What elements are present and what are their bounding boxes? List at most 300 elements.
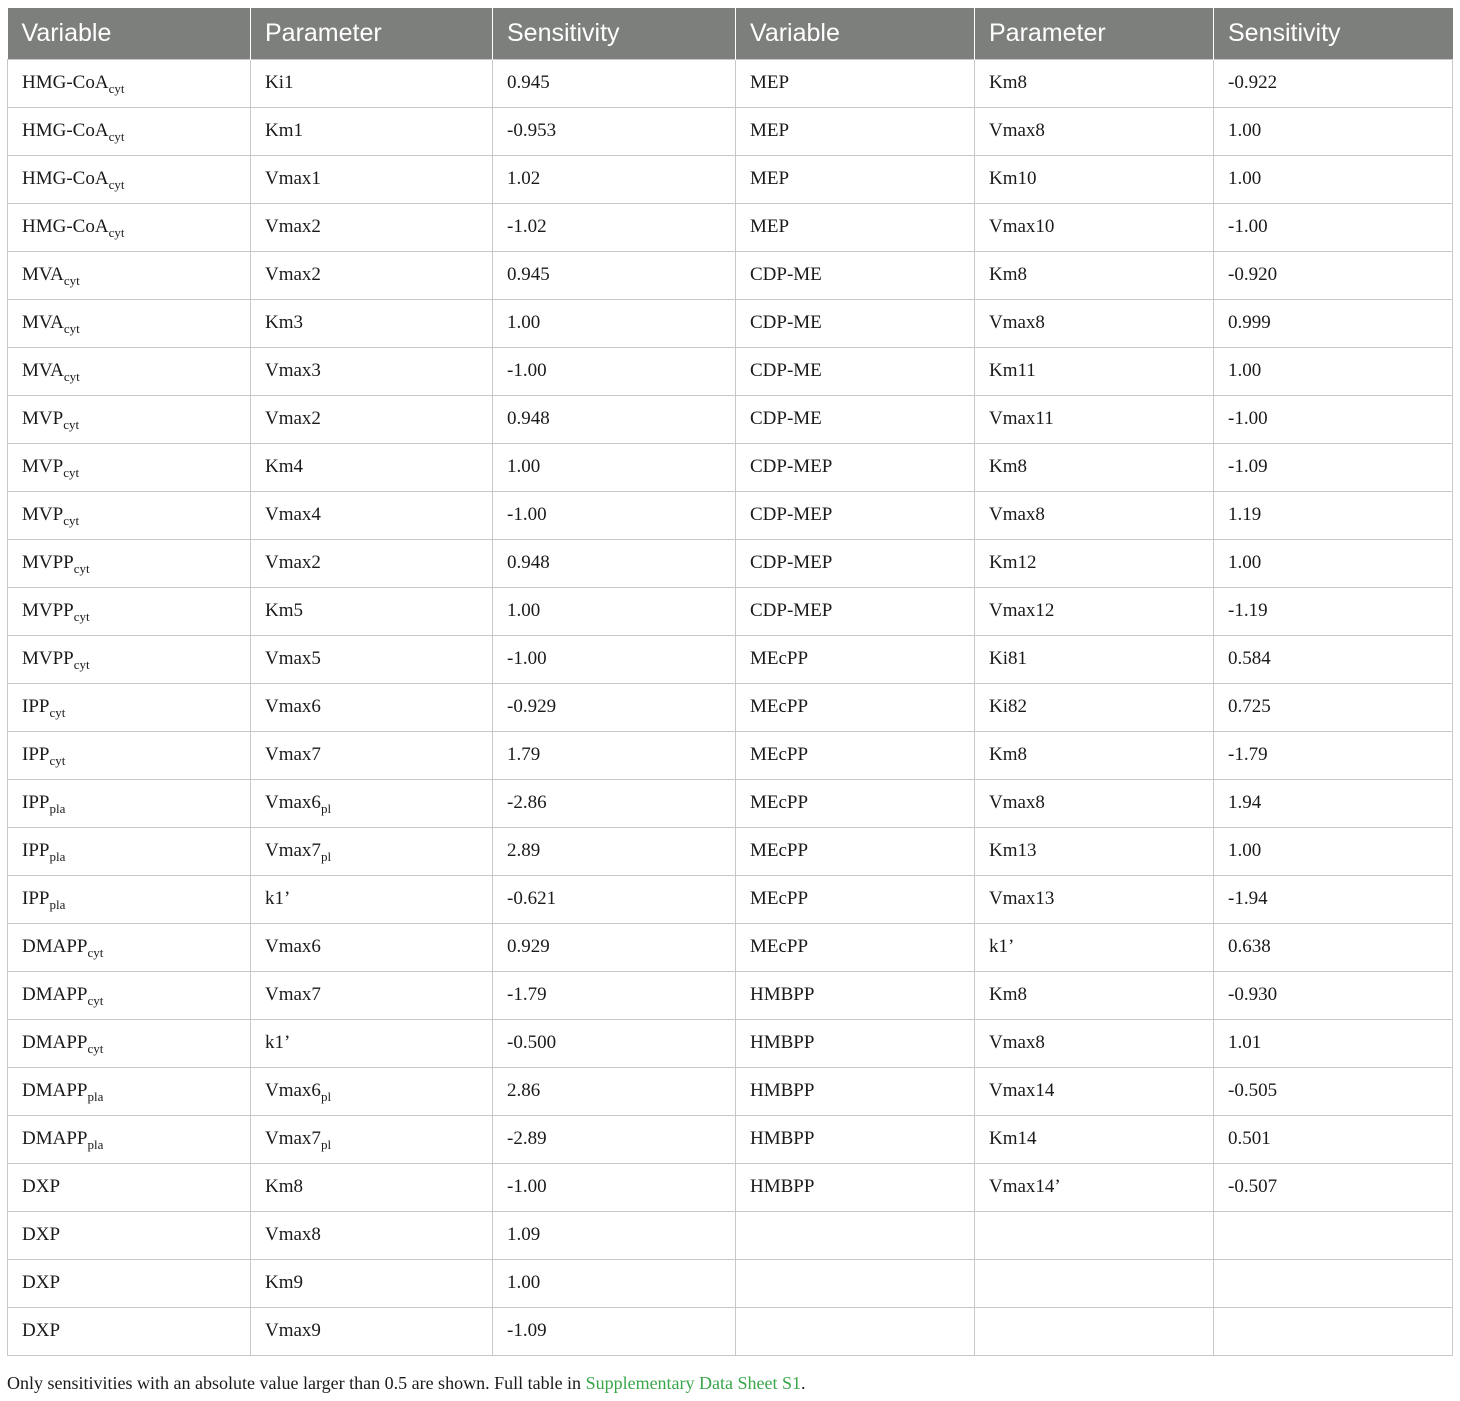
cell-text: CDP-ME (750, 408, 822, 429)
cell-text: Vmax8 (989, 1032, 1045, 1053)
cell-parameter-left (251, 1259, 493, 1307)
cell-variable-left (8, 395, 251, 443)
cell-parameter-right (975, 971, 1214, 1019)
cell-variable-right (736, 395, 975, 443)
cell-text: Km5 (265, 600, 303, 621)
table-row (8, 1163, 1453, 1211)
cell-subscript: cyt (87, 993, 104, 1008)
cell-text: IPP (22, 840, 50, 861)
cell-text: MVA (22, 360, 64, 381)
cell-parameter-left (251, 395, 493, 443)
cell-sensitivity-right: -1.19 (1214, 587, 1453, 635)
table-row (8, 587, 1453, 635)
cell-text: Km9 (265, 1272, 303, 1293)
cell-text: Vmax14 (989, 1080, 1055, 1101)
cell-parameter-left (251, 731, 493, 779)
cell-parameter-right (975, 395, 1214, 443)
table-row (8, 1067, 1453, 1115)
cell-sensitivity-left: 0.948 (493, 395, 736, 443)
cell-variable-right (736, 1067, 975, 1115)
cell-text: Km8 (989, 744, 1027, 765)
cell-variable-left (8, 923, 251, 971)
cell-text: Vmax9 (265, 1320, 321, 1341)
cell-text: MEcPP (750, 840, 809, 861)
cell-variable-left (8, 875, 251, 923)
cell-variable-right (736, 587, 975, 635)
cell-text: Km11 (989, 360, 1036, 381)
table-row (8, 1115, 1453, 1163)
cell-parameter-right (975, 203, 1214, 251)
cell-parameter-right (975, 875, 1214, 923)
cell-sensitivity-left: -1.00 (493, 1163, 736, 1211)
cell-variable-left (8, 1259, 251, 1307)
cell-text: Vmax1 (265, 168, 321, 189)
cell-text: DMAPP (22, 984, 88, 1005)
cell-parameter-right (975, 251, 1214, 299)
cell-parameter-left (251, 347, 493, 395)
cell-text: HMG-CoA (22, 168, 109, 189)
cell-variable-left (8, 587, 251, 635)
cell-text: Vmax8 (989, 312, 1045, 333)
cell-variable-right (736, 1019, 975, 1067)
cell-sensitivity-left: 1.09 (493, 1211, 736, 1259)
cell-text: CDP-MEP (750, 600, 833, 621)
cell-text: DXP (22, 1272, 61, 1293)
table-row (8, 443, 1453, 491)
cell-text: MEcPP (750, 888, 809, 909)
cell-subscript: cyt (63, 417, 80, 432)
cell-text: MVPP (22, 552, 74, 573)
cell-text: Vmax3 (265, 360, 321, 381)
cell-subscript: cyt (87, 945, 104, 960)
cell-text: MEcPP (750, 936, 809, 957)
cell-sensitivity-left: -1.09 (493, 1307, 736, 1355)
cell-text: HMG-CoA (22, 120, 109, 141)
cell-parameter-right (975, 827, 1214, 875)
table-row (8, 923, 1453, 971)
cell-variable-right (736, 827, 975, 875)
cell-text: Vmax14’ (989, 1176, 1061, 1197)
cell-sensitivity-right (1214, 1307, 1453, 1355)
cell-sensitivity-right: 1.19 (1214, 491, 1453, 539)
cell-parameter-right (975, 587, 1214, 635)
cell-parameter-right (975, 731, 1214, 779)
cell-parameter-left (251, 59, 493, 107)
cell-sensitivity-left: -1.00 (493, 347, 736, 395)
cell-parameter-right (975, 635, 1214, 683)
cell-variable-right (736, 299, 975, 347)
table-row (8, 203, 1453, 251)
cell-sensitivity-left: 1.00 (493, 1259, 736, 1307)
cell-text: Vmax2 (265, 264, 321, 285)
cell-sensitivity-right: 0.584 (1214, 635, 1453, 683)
cell-subscript: cyt (63, 273, 80, 288)
cell-variable-right (736, 1307, 975, 1355)
cell-text: HMG-CoA (22, 72, 109, 93)
cell-subscript: pl (320, 801, 332, 816)
cell-variable-left (8, 1307, 251, 1355)
cell-variable-left (8, 971, 251, 1019)
table-row (8, 1259, 1453, 1307)
header-parameter-right: Parameter (975, 8, 1214, 59)
cell-text: Ki82 (989, 696, 1027, 717)
cell-text: MVPP (22, 600, 74, 621)
cell-variable-right (736, 155, 975, 203)
table-row (8, 395, 1453, 443)
cell-text: MEcPP (750, 792, 809, 813)
cell-sensitivity-left: -1.02 (493, 203, 736, 251)
cell-variable-left (8, 155, 251, 203)
cell-sensitivity-left: -2.86 (493, 779, 736, 827)
cell-variable-right (736, 923, 975, 971)
footnote-text: Only sensitivities with an absolute value larger than 0.5 are shown. Full table in (7, 1373, 586, 1393)
cell-variable-left (8, 347, 251, 395)
cell-text: IPP (22, 792, 50, 813)
cell-parameter-left (251, 155, 493, 203)
cell-text: k1’ (989, 936, 1015, 957)
cell-variable-left (8, 683, 251, 731)
cell-variable-left (8, 1067, 251, 1115)
cell-subscript: pla (49, 897, 66, 912)
supplementary-data-link[interactable]: Supplementary Data Sheet S1 (585, 1373, 802, 1393)
cell-text: DXP (22, 1176, 61, 1197)
table-row (8, 59, 1453, 107)
header-variable-left: Variable (8, 8, 251, 59)
table-row (8, 683, 1453, 731)
cell-text: Ki81 (989, 648, 1027, 669)
cell-sensitivity-right: 0.725 (1214, 683, 1453, 731)
cell-variable-left (8, 539, 251, 587)
cell-variable-right (736, 107, 975, 155)
cell-text: MVP (22, 408, 64, 429)
cell-text: MEcPP (750, 744, 809, 765)
cell-sensitivity-right: 1.01 (1214, 1019, 1453, 1067)
cell-text: Vmax8 (989, 120, 1045, 141)
cell-sensitivity-left: -1.00 (493, 491, 736, 539)
cell-subscript: pla (87, 1137, 104, 1152)
cell-parameter-left (251, 491, 493, 539)
cell-variable-right (736, 491, 975, 539)
cell-text: Vmax2 (265, 552, 321, 573)
cell-subscript: cyt (73, 657, 90, 672)
header-parameter-left: Parameter (251, 8, 493, 59)
cell-sensitivity-left: 0.945 (493, 59, 736, 107)
cell-text: DMAPP (22, 936, 88, 957)
cell-sensitivity-left: -1.00 (493, 635, 736, 683)
cell-parameter-right (975, 107, 1214, 155)
cell-variable-left (8, 491, 251, 539)
cell-parameter-right (975, 683, 1214, 731)
cell-subscript: pl (320, 1089, 332, 1104)
cell-text: Vmax2 (265, 408, 321, 429)
cell-sensitivity-left: 1.00 (493, 443, 736, 491)
cell-text: CDP-MEP (750, 456, 833, 477)
table-row (8, 779, 1453, 827)
cell-text: MEP (750, 216, 790, 237)
cell-sensitivity-right: -0.920 (1214, 251, 1453, 299)
cell-parameter-right (975, 443, 1214, 491)
cell-parameter-left (251, 875, 493, 923)
cell-text: Vmax7 (265, 840, 321, 861)
cell-text: MVA (22, 312, 64, 333)
cell-sensitivity-right: -1.00 (1214, 203, 1453, 251)
cell-text: Vmax7 (265, 984, 321, 1005)
cell-sensitivity-left: 0.929 (493, 923, 736, 971)
cell-text: Vmax6 (265, 1080, 321, 1101)
cell-variable-right (736, 443, 975, 491)
cell-variable-left (8, 779, 251, 827)
cell-variable-right (736, 203, 975, 251)
cell-parameter-right (975, 1067, 1214, 1115)
cell-parameter-left (251, 1307, 493, 1355)
cell-subscript: cyt (63, 369, 80, 384)
cell-text: MEP (750, 168, 790, 189)
cell-subscript: pla (49, 849, 66, 864)
cell-text: Vmax11 (989, 408, 1054, 429)
cell-text: IPP (22, 888, 50, 909)
cell-subscript: pla (87, 1089, 104, 1104)
cell-text: Vmax6 (265, 696, 321, 717)
cell-text: Vmax6 (265, 936, 321, 957)
cell-variable-left (8, 59, 251, 107)
cell-text: Vmax2 (265, 216, 321, 237)
cell-text: Km10 (989, 168, 1037, 189)
cell-text: MEP (750, 72, 790, 93)
cell-sensitivity-right: -0.507 (1214, 1163, 1453, 1211)
cell-sensitivity-left: 0.945 (493, 251, 736, 299)
cell-parameter-left (251, 1067, 493, 1115)
cell-parameter-left (251, 1211, 493, 1259)
cell-text: MVPP (22, 648, 74, 669)
cell-variable-left (8, 299, 251, 347)
cell-text: HMBPP (750, 1080, 815, 1101)
cell-text: Ki1 (265, 72, 294, 93)
cell-text: Vmax5 (265, 648, 321, 669)
cell-variable-left (8, 635, 251, 683)
cell-sensitivity-left: -0.929 (493, 683, 736, 731)
cell-variable-right (736, 251, 975, 299)
table-row (8, 107, 1453, 155)
cell-variable-right (736, 1115, 975, 1163)
cell-sensitivity-left: 0.948 (493, 539, 736, 587)
cell-sensitivity-left: -0.953 (493, 107, 736, 155)
cell-text: Vmax7 (265, 744, 321, 765)
cell-variable-left (8, 1211, 251, 1259)
table-row (8, 1307, 1453, 1355)
cell-sensitivity-left: -0.500 (493, 1019, 736, 1067)
cell-text: CDP-MEP (750, 552, 833, 573)
cell-parameter-left (251, 635, 493, 683)
cell-text: Km8 (989, 72, 1027, 93)
table-row (8, 155, 1453, 203)
cell-variable-right (736, 731, 975, 779)
header-sensitivity-left: Sensitivity (493, 8, 736, 59)
cell-sensitivity-left: -2.89 (493, 1115, 736, 1163)
cell-text: MVP (22, 456, 64, 477)
cell-parameter-left (251, 107, 493, 155)
cell-sensitivity-left: 1.79 (493, 731, 736, 779)
cell-sensitivity-right: 1.00 (1214, 347, 1453, 395)
cell-variable-right (736, 971, 975, 1019)
cell-parameter-left (251, 203, 493, 251)
cell-subscript: cyt (87, 1041, 104, 1056)
cell-subscript: cyt (108, 225, 125, 240)
cell-subscript: cyt (49, 753, 66, 768)
cell-sensitivity-right: -0.922 (1214, 59, 1453, 107)
cell-subscript: cyt (108, 81, 125, 96)
table-row (8, 539, 1453, 587)
cell-sensitivity-right: 1.00 (1214, 827, 1453, 875)
cell-variable-left (8, 827, 251, 875)
cell-subscript: cyt (63, 465, 80, 480)
cell-text: Km1 (265, 120, 303, 141)
table-row (8, 251, 1453, 299)
cell-text: Km4 (265, 456, 303, 477)
cell-text: MVA (22, 264, 64, 285)
cell-variable-left (8, 1019, 251, 1067)
cell-sensitivity-right: 0.638 (1214, 923, 1453, 971)
cell-text: Km13 (989, 840, 1037, 861)
cell-sensitivity-left: 2.89 (493, 827, 736, 875)
cell-parameter-right (975, 1211, 1214, 1259)
cell-text: Km3 (265, 312, 303, 333)
table-row (8, 1211, 1453, 1259)
cell-text: Km8 (989, 984, 1027, 1005)
cell-parameter-right (975, 1259, 1214, 1307)
cell-sensitivity-left: -1.79 (493, 971, 736, 1019)
cell-sensitivity-left: 2.86 (493, 1067, 736, 1115)
cell-parameter-left (251, 827, 493, 875)
header-sensitivity-right: Sensitivity (1214, 8, 1453, 59)
cell-text: HMBPP (750, 1176, 815, 1197)
footnote-end: . (801, 1373, 806, 1393)
cell-sensitivity-right (1214, 1259, 1453, 1307)
cell-parameter-right (975, 491, 1214, 539)
cell-variable-right (736, 779, 975, 827)
cell-parameter-left (251, 923, 493, 971)
cell-subscript: pl (320, 1137, 332, 1152)
cell-sensitivity-left: -0.621 (493, 875, 736, 923)
cell-parameter-left (251, 1163, 493, 1211)
cell-sensitivity-right: 1.94 (1214, 779, 1453, 827)
cell-variable-left (8, 443, 251, 491)
cell-variable-left (8, 1163, 251, 1211)
cell-parameter-right (975, 59, 1214, 107)
cell-variable-right (736, 59, 975, 107)
cell-subscript: cyt (108, 177, 125, 192)
cell-sensitivity-right: 1.00 (1214, 107, 1453, 155)
table-row (8, 347, 1453, 395)
header-row (8, 8, 1453, 59)
cell-text: HMBPP (750, 984, 815, 1005)
cell-subscript: cyt (108, 129, 125, 144)
cell-text: k1’ (265, 1032, 291, 1053)
cell-parameter-right (975, 299, 1214, 347)
table-row (8, 635, 1453, 683)
cell-parameter-right (975, 1115, 1214, 1163)
cell-sensitivity-left: 1.02 (493, 155, 736, 203)
cell-variable-right (736, 635, 975, 683)
cell-parameter-right (975, 1019, 1214, 1067)
table-row (8, 1019, 1453, 1067)
cell-text: DXP (22, 1224, 61, 1245)
cell-text: CDP-ME (750, 360, 822, 381)
cell-variable-right (736, 347, 975, 395)
table-footnote (7, 1373, 806, 1394)
cell-parameter-right (975, 923, 1214, 971)
cell-variable-left (8, 1115, 251, 1163)
cell-parameter-left (251, 1019, 493, 1067)
cell-subscript: cyt (63, 321, 80, 336)
cell-variable-left (8, 731, 251, 779)
cell-text: Vmax4 (265, 504, 321, 525)
cell-parameter-right (975, 155, 1214, 203)
cell-sensitivity-right: -1.79 (1214, 731, 1453, 779)
cell-text: MEP (750, 120, 790, 141)
cell-text: MVP (22, 504, 64, 525)
cell-text: k1’ (265, 888, 291, 909)
cell-parameter-left (251, 971, 493, 1019)
cell-parameter-left (251, 779, 493, 827)
cell-text: Vmax13 (989, 888, 1055, 909)
cell-subscript: cyt (73, 561, 90, 576)
cell-subscript: cyt (49, 705, 66, 720)
cell-sensitivity-right: 1.00 (1214, 539, 1453, 587)
cell-variable-right (736, 683, 975, 731)
cell-text: Vmax10 (989, 216, 1055, 237)
cell-text: DMAPP (22, 1128, 88, 1149)
cell-text: Vmax6 (265, 792, 321, 813)
table-body (8, 59, 1453, 1355)
table-row (8, 731, 1453, 779)
cell-variable-right (736, 1259, 975, 1307)
cell-text: CDP-ME (750, 312, 822, 333)
cell-subscript: pla (49, 801, 66, 816)
cell-parameter-right (975, 539, 1214, 587)
cell-subscript: pl (320, 849, 332, 864)
cell-text: MEcPP (750, 648, 809, 669)
cell-text: IPP (22, 696, 50, 717)
cell-sensitivity-left: 1.00 (493, 299, 736, 347)
cell-parameter-right (975, 1163, 1214, 1211)
cell-text: HMBPP (750, 1128, 815, 1149)
cell-parameter-left (251, 683, 493, 731)
cell-sensitivity-right: 0.501 (1214, 1115, 1453, 1163)
cell-sensitivity-right: -1.94 (1214, 875, 1453, 923)
cell-text: DXP (22, 1320, 61, 1341)
cell-text: Vmax8 (989, 792, 1045, 813)
cell-variable-left (8, 107, 251, 155)
cell-text: Vmax8 (265, 1224, 321, 1245)
cell-parameter-right (975, 347, 1214, 395)
cell-sensitivity-right: 1.00 (1214, 155, 1453, 203)
cell-sensitivity-right: 0.999 (1214, 299, 1453, 347)
table-row (8, 971, 1453, 1019)
cell-parameter-left (251, 1115, 493, 1163)
cell-variable-right (736, 1211, 975, 1259)
cell-text: Km8 (989, 264, 1027, 285)
cell-parameter-left (251, 443, 493, 491)
cell-subscript: cyt (73, 609, 90, 624)
cell-variable-right (736, 1163, 975, 1211)
cell-text: Km14 (989, 1128, 1037, 1149)
cell-parameter-left (251, 299, 493, 347)
cell-text: Vmax12 (989, 600, 1055, 621)
header-variable-right: Variable (736, 8, 975, 59)
table-row (8, 875, 1453, 923)
cell-text: HMBPP (750, 1032, 815, 1053)
cell-variable-left (8, 251, 251, 299)
